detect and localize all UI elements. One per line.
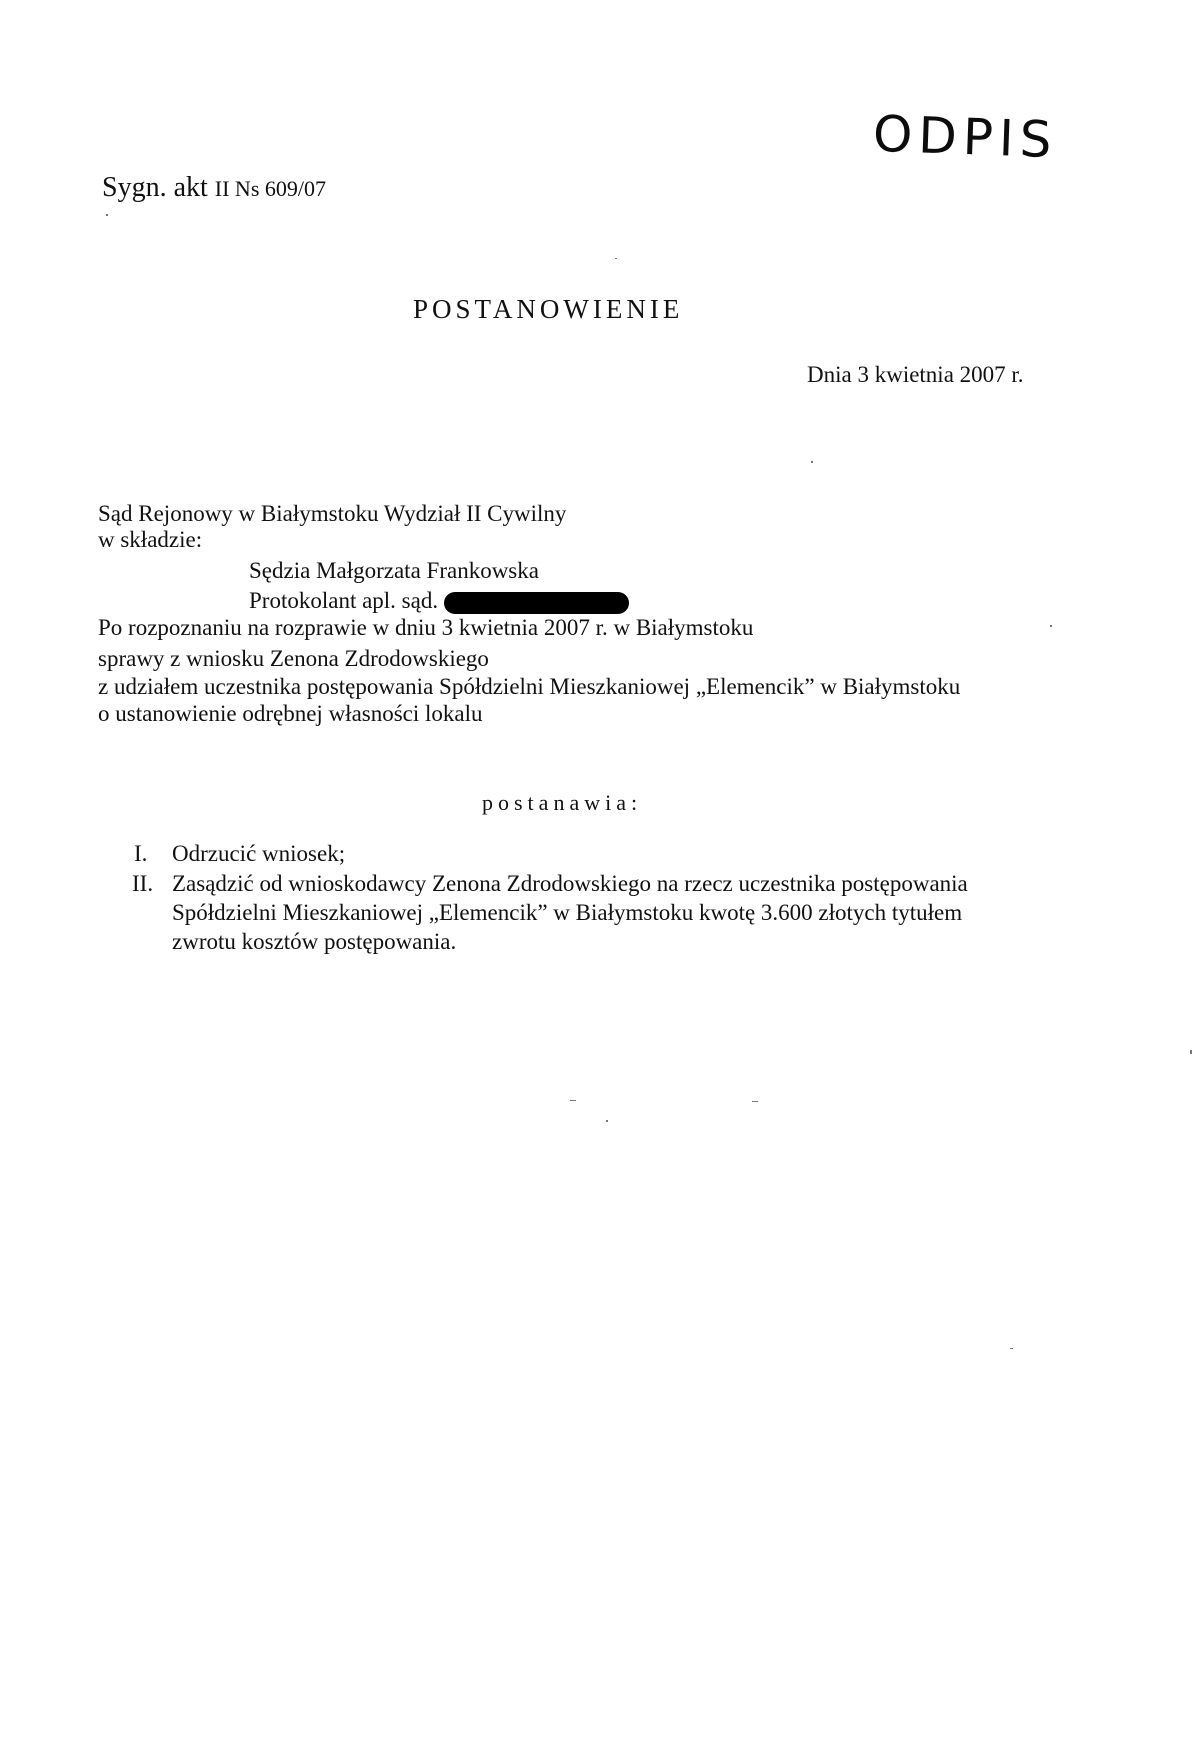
clerk-label: Protokolant apl. sąd. xyxy=(249,588,439,613)
case-signature-label: Sygn. akt xyxy=(102,172,208,203)
case-signature-number: II Ns 609/07 xyxy=(214,176,326,201)
scan-speck xyxy=(752,1101,758,1102)
decision-item-number: II. xyxy=(132,871,154,896)
decision-item-number: I. xyxy=(134,841,148,866)
scan-speck xyxy=(1050,625,1052,627)
scan-speck xyxy=(615,258,617,259)
case-signature xyxy=(102,172,326,204)
decision-heading: postanawia: xyxy=(482,790,643,815)
clerk-line xyxy=(249,588,629,614)
judge-line: Sędzia Małgorzata Frankowska xyxy=(249,558,539,583)
odpis-stamp: ODPIS xyxy=(872,104,1059,170)
document-title: POSTANOWIENIE xyxy=(413,294,684,324)
redacted-name xyxy=(444,592,629,614)
scan-speck xyxy=(1190,1050,1192,1054)
scan-speck xyxy=(1010,1348,1013,1349)
scan-speck xyxy=(606,1120,608,1122)
hearing-line: Po rozpoznaniu na rozprawie w dniu 3 kwietnia 2007 r. w Białymstoku xyxy=(98,615,754,640)
subject-line: o ustanowienie odrębnej własności lokalu xyxy=(98,701,483,726)
decision-item-text: Zasądzić od wnioskodawcy Zenona Zdrodowskiego na rzecz uczestnika postępowania xyxy=(172,871,968,896)
scan-speck xyxy=(811,461,813,463)
composition-label: w składzie: xyxy=(98,527,203,552)
document-date: Dnia 3 kwietnia 2007 r. xyxy=(807,362,1024,387)
scan-speck xyxy=(570,1100,576,1101)
applicant-line: sprawy z wniosku Zenona Zdrodowskiego xyxy=(98,646,489,671)
decision-item-text: zwrotu kosztów postępowania. xyxy=(172,929,457,954)
decision-item-text: Odrzucić wniosek; xyxy=(172,841,346,866)
participant-line: z udziałem uczestnika postępowania Spółdzielni Mieszkaniowej „Elemencik” w Białymstoku xyxy=(98,674,961,699)
decision-item-text: Spółdzielni Mieszkaniowej „Elemencik” w Białymstoku kwotę 3.600 złotych tytułem xyxy=(172,900,963,925)
court-name: Sąd Rejonowy w Białymstoku Wydział II Cywilny xyxy=(98,501,567,526)
scan-speck xyxy=(106,214,108,216)
